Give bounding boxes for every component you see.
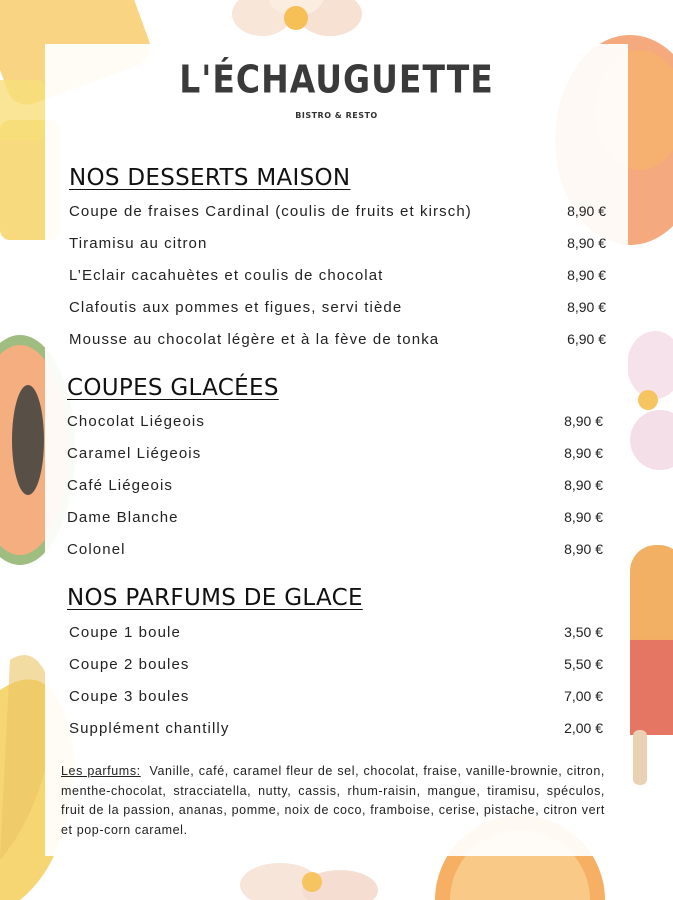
menu-item <box>69 656 603 678</box>
flavors-note-label: Les parfums: <box>61 764 141 778</box>
menu-item <box>67 477 603 499</box>
menu-item-label: Mousse au chocolat légère et à la fève de tonka <box>69 331 440 348</box>
menu-item-label: Caramel Liégeois <box>67 445 202 462</box>
menu-item-label: L’Eclair cacahuètes et coulis de chocolat <box>69 267 384 284</box>
menu-item-label: Café Liégeois <box>67 477 174 494</box>
menu-item-label: Tiramisu au citron <box>69 235 208 252</box>
menu-item-price: 8,90 € <box>567 299 606 315</box>
brand-tagline: BISTRO & RESTO <box>295 111 378 120</box>
menu-item-label: Coupe 2 boules <box>69 656 190 673</box>
menu-item <box>67 413 603 435</box>
flavors-note <box>61 762 605 840</box>
frangipani-flower-decoration <box>240 863 378 900</box>
menu-item-price: 8,90 € <box>564 445 603 461</box>
menu-item-label: Colonel <box>67 541 126 558</box>
brand-logo: L'ÉCHAUGUETTE <box>179 57 494 102</box>
menu-item <box>69 235 606 257</box>
menu-item-price: 8,90 € <box>564 541 603 557</box>
menu-item <box>69 299 606 321</box>
menu-item <box>69 267 606 289</box>
menu-item <box>67 445 603 467</box>
menu-item-price: 6,90 € <box>567 331 606 347</box>
menu-item-price: 3,50 € <box>564 624 603 640</box>
menu-item-label: Coupe 3 boules <box>69 688 190 705</box>
menu-item-price: 7,00 € <box>564 688 603 704</box>
menu-item <box>69 720 603 742</box>
menu-item <box>69 688 603 710</box>
menu-item-label: Dame Blanche <box>67 509 179 526</box>
menu-item-price: 8,90 € <box>564 477 603 493</box>
menu-item-label: Chocolat Liégeois <box>67 413 205 430</box>
menu-item-price: 8,90 € <box>567 235 606 251</box>
menu-item-label: Coupe de fraises Cardinal (coulis de fruits et kirsch) <box>69 203 472 220</box>
menu-item-price: 8,90 € <box>567 267 606 283</box>
menu-item <box>67 509 603 531</box>
frangipani-flower-decoration <box>232 0 362 36</box>
section-title-coupes: COUPES GLACÉES <box>67 375 279 401</box>
menu-item-price: 8,90 € <box>564 413 603 429</box>
menu-item-price: 8,90 € <box>564 509 603 525</box>
flavors-note-text: Vanille, café, caramel fleur de sel, chocolat, fraise, vanille-brownie, citron, menthe-chocolat, stracciatella, nutty, cassis, rhum-raisin, mangue, tiramisu, spéculos, fruit de la passion, ananas, pomme, noix de coco, framboise, cerise, pistache, citron vert et pop-corn caramel. <box>61 764 605 837</box>
menu-item-price: 8,90 € <box>567 203 606 219</box>
menu-item-label: Supplément chantilly <box>69 720 230 737</box>
section-title-desserts: NOS DESSERTS MAISON <box>69 165 351 191</box>
menu-item-label: Coupe 1 boule <box>69 624 181 641</box>
menu-item <box>67 541 603 563</box>
menu-item <box>69 331 606 353</box>
frangipani-flower-decoration <box>627 331 673 470</box>
popsicle-decoration <box>630 545 673 785</box>
menu-item-price: 2,00 € <box>564 720 603 736</box>
menu-item <box>69 203 606 225</box>
menu-item <box>69 624 603 646</box>
section-title-parfums: NOS PARFUMS DE GLACE <box>67 585 363 611</box>
menu-item-label: Clafoutis aux pommes et figues, servi tiède <box>69 299 403 316</box>
menu-item-price: 5,50 € <box>564 656 603 672</box>
